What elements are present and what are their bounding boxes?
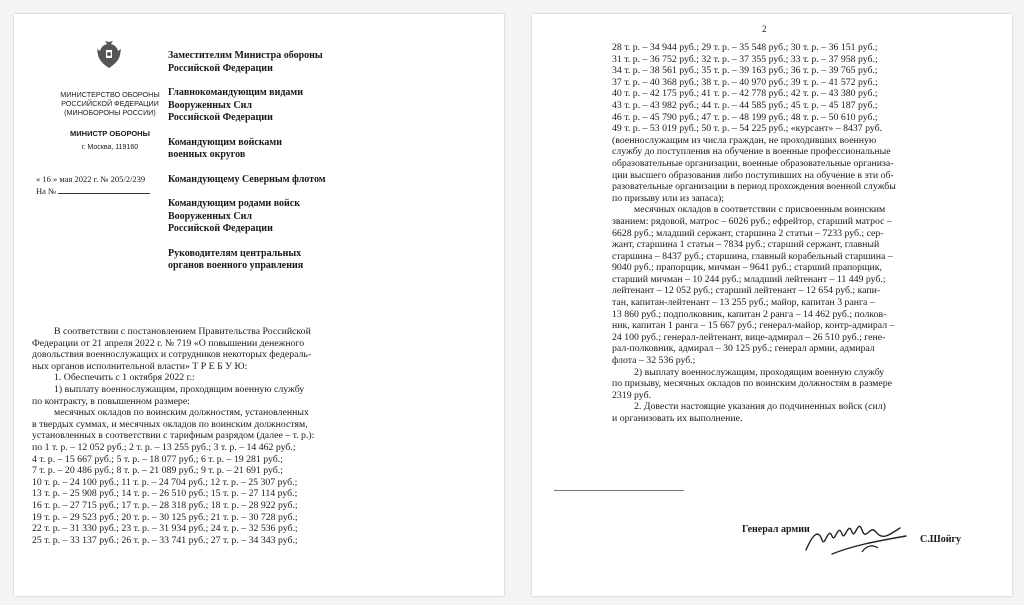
addressee-line: Главнокомандующим видами [168, 87, 303, 98]
body-line: 9040 руб.; прапорщик, мичман – 9641 руб.; старший прапорщик, [612, 262, 882, 274]
document-page-2 [532, 14, 1012, 596]
addressee [168, 50, 398, 75]
addressee [168, 87, 398, 125]
body-line: 10 т. р. – 24 100 руб.; 11 т. р. – 24 704 руб.; 12 т. р. – 25 307 руб.; [32, 476, 298, 488]
body-line: Федерации от 21 апреля 2022 г. № 719 «О повышении денежного [32, 337, 305, 349]
addressee-line: Вооруженных Сил [168, 210, 252, 222]
body-line: 46 т. р. – 45 790 руб.; 47 т. р. – 48 199 руб.; 48 т. р. – 50 610 руб.; [612, 111, 878, 123]
addressee-line: Заместителям Министра обороны [168, 50, 323, 61]
body-line: 2) выплату военнослужащим, проходящим военную службу [634, 366, 885, 378]
document-date-number: « 16 » мая 2022 г. № 205/2/239 [36, 174, 146, 184]
body-line: 4 т. р. – 15 667 руб.; 5 т. р. – 18 077 руб.; 6 т. р. – 19 281 руб.; [32, 453, 283, 465]
addressee-line: Российской Федерации [168, 112, 273, 123]
body-line: по контракту, в повышенном размере: [32, 395, 190, 407]
body-line: 16 т. р. – 27 715 руб.; 17 т. р. – 28 318 руб.; 18 т. р. – 28 922 руб.; [32, 499, 298, 511]
body-line: по призыву, месячных окладов по воинским должностям в размере [612, 378, 892, 390]
reference-label: На № [36, 186, 57, 196]
ministry-name [36, 90, 184, 117]
body-line: 49 т. р. – 53 019 руб.; 50 т. р. – 54 225 руб.; «курсант» – 8437 руб. [612, 123, 883, 135]
document-body [32, 326, 366, 546]
body-line: 13 860 руб.; подполковник, капитан 2 ранга – 14 462 руб.; полков- [612, 308, 887, 320]
document-page-1 [14, 14, 504, 596]
body-line: флота – 32 536 руб.; [612, 355, 696, 367]
addressee-line: военных округов [168, 149, 246, 160]
addressee-line: органов военного управления [168, 260, 304, 271]
body-line: 37 т. р. – 40 368 руб.; 38 т. р. – 40 970 руб.; 39 т. р. – 41 572 руб.; [612, 76, 878, 88]
ministry-line: МИНИСТЕРСТВО ОБОРОНЫ [60, 90, 160, 99]
body-line: 13 т. р. – 25 908 руб.; 14 т. р. – 26 510 руб.; 15 т. р. – 27 114 руб.; [32, 488, 298, 500]
body-line: установленных в соответствии с тарифным разрядом (далее – т. р.): [32, 430, 315, 442]
body-line: ник, капитан 1 ранга – 15 667 руб.; генерал-майор, контр-адмирал – [612, 320, 895, 332]
body-line: 31 т. р. – 36 752 руб.; 32 т. р. – 37 355 руб.; 33 т. р. – 37 958 руб.; [612, 53, 878, 65]
body-line: службу до поступления на обучение в военные профессиональные [612, 146, 891, 158]
body-line: 43 т. р. – 43 982 руб.; 44 т. р. – 44 585 руб.; 45 т. р. – 45 187 руб.; [612, 99, 878, 111]
body-line: и организовать их выполнение. [612, 413, 743, 424]
addressee-line: Командующему Северным флотом [168, 173, 326, 185]
addressee-line: Российской Федерации [168, 62, 273, 74]
body-line: 28 т. р. – 34 944 руб.; 29 т. р. – 35 548 руб.; 30 т. р. – 36 151 руб.; [612, 42, 878, 53]
page-number: 2 [762, 24, 767, 34]
body-line: довольствия военнослужащих и сотрудников некоторых федераль- [32, 349, 312, 361]
document-body [612, 42, 938, 425]
body-line: 1. Обеспечить с 1 октября 2022 г.: [54, 372, 195, 384]
body-line: 19 т. р. – 29 523 руб.; 20 т. р. – 30 125 руб.; 21 т. р. – 30 728 руб.; [32, 511, 298, 523]
body-line: старший мичман – 10 244 руб.; младший лейтенант – 11 449 руб.; [612, 273, 886, 285]
body-line: (военнослужащим из числа граждан, не проходивших военную [612, 134, 877, 146]
addressee-block [168, 50, 398, 285]
body-line: рал-полковник, адмирал – 30 125 руб.; генерал армии, адмирал [612, 343, 875, 355]
body-line: лейтенант – 12 052 руб.; старший лейтенант – 12 654 руб.; капи- [612, 285, 881, 297]
addressee [168, 137, 398, 162]
body-line: по призыву или из запаса); [612, 192, 724, 204]
signatory-rank: Генерал армии [742, 524, 810, 535]
addressee-line: Вооруженных Сил [168, 99, 252, 111]
reference-blank-line [58, 193, 150, 194]
signatory-name: С.Шойгу [920, 534, 962, 545]
body-line: старшина – 8437 руб.; старшина, главный корабельный старшина – [612, 250, 893, 262]
addressee-line: Руководителям центральных [168, 247, 302, 259]
body-line: жант, старшина 1 статьи – 7834 руб.; старший сержант, главный [612, 239, 880, 251]
body-line: разовательные организации в период прохождения военной службы [612, 181, 896, 193]
body-line: 2319 руб. [612, 389, 652, 401]
ministry-line: (МИНОБОРОНЫ РОССИИ) [64, 108, 156, 117]
body-line: месячных окладов в соответствии с присвоенным воинским [634, 204, 886, 216]
body-line: В соответствии с постановлением Правительства Российской [54, 326, 311, 337]
body-line: 25 т. р. – 33 137 руб.; 26 т. р. – 33 741 руб.; 27 т. р. – 34 343 руб.; [32, 534, 298, 546]
city-address: г. Москва, 119160 [81, 144, 139, 151]
ministry-line: РОССИЙСКОЙ ФЕДЕРАЦИИ [61, 99, 159, 108]
addressee [168, 248, 398, 273]
body-line: 7 т. р. – 20 486 руб.; 8 т. р. – 21 089 руб.; 9 т. р. – 21 691 руб.; [32, 465, 283, 477]
addressee [168, 174, 398, 187]
body-line: 40 т. р. – 42 175 руб.; 41 т. р. – 42 778 руб.; 42 т. р. – 43 380 руб.; [612, 88, 878, 100]
body-line: 2. Довести настоящие указания до подчиненных войск (сил) [634, 401, 886, 413]
body-line: званием: рядовой, матрос – 6026 руб.; ефрейтор, старший матрос – [612, 215, 892, 227]
body-line: 1) выплату военнослужащим, проходящим военную службу [54, 383, 305, 395]
body-line: 34 т. р. – 38 561 руб.; 35 т. р. – 39 163 руб.; 36 т. р. – 39 765 руб.; [612, 65, 878, 77]
body-line: образовательные организации, военные образовательные организа- [612, 157, 894, 169]
body-line: 24 100 руб.; генерал-лейтенант, вице-адмирал – 26 510 руб.; гене- [612, 331, 886, 343]
body-line: месячных окладов по воинским должностям, установленных [54, 407, 309, 419]
body-line: в твердых суммах, и месячных окладов по воинским должностям, [32, 418, 308, 430]
addressee [168, 198, 398, 236]
body-line: по 1 т. р. – 12 052 руб.; 2 т. р. – 13 255 руб.; 3 т. р. – 14 462 руб.; [32, 441, 296, 453]
minister-title: МИНИСТР ОБОРОНЫ [70, 129, 150, 138]
handwritten-signature [802, 506, 912, 564]
addressee-line: Командующим родами войск [168, 198, 300, 209]
addressee-line: Российской Федерации [168, 223, 273, 234]
body-line: ных органов исполнительной власти» Т Р Е Б У Ю: [32, 360, 248, 372]
coat-of-arms-icon [92, 38, 126, 74]
divider-line [554, 490, 684, 491]
body-line: 22 т. р. – 31 330 руб.; 23 т. р. – 31 934 руб.; 24 т. р. – 32 536 руб.; [32, 523, 298, 535]
body-line: тан, капитан-лейтенант – 13 255 руб.; майор, капитан 3 ранга – [612, 297, 875, 309]
body-line: 6628 руб.; младший сержант, старшина 2 статьи – 7233 руб.; сер- [612, 227, 884, 239]
reference-number [36, 186, 150, 196]
body-line: ции высшего образования либо поступивших на обучение в эти об- [612, 169, 894, 181]
addressee-line: Командующим войсками [168, 136, 282, 148]
